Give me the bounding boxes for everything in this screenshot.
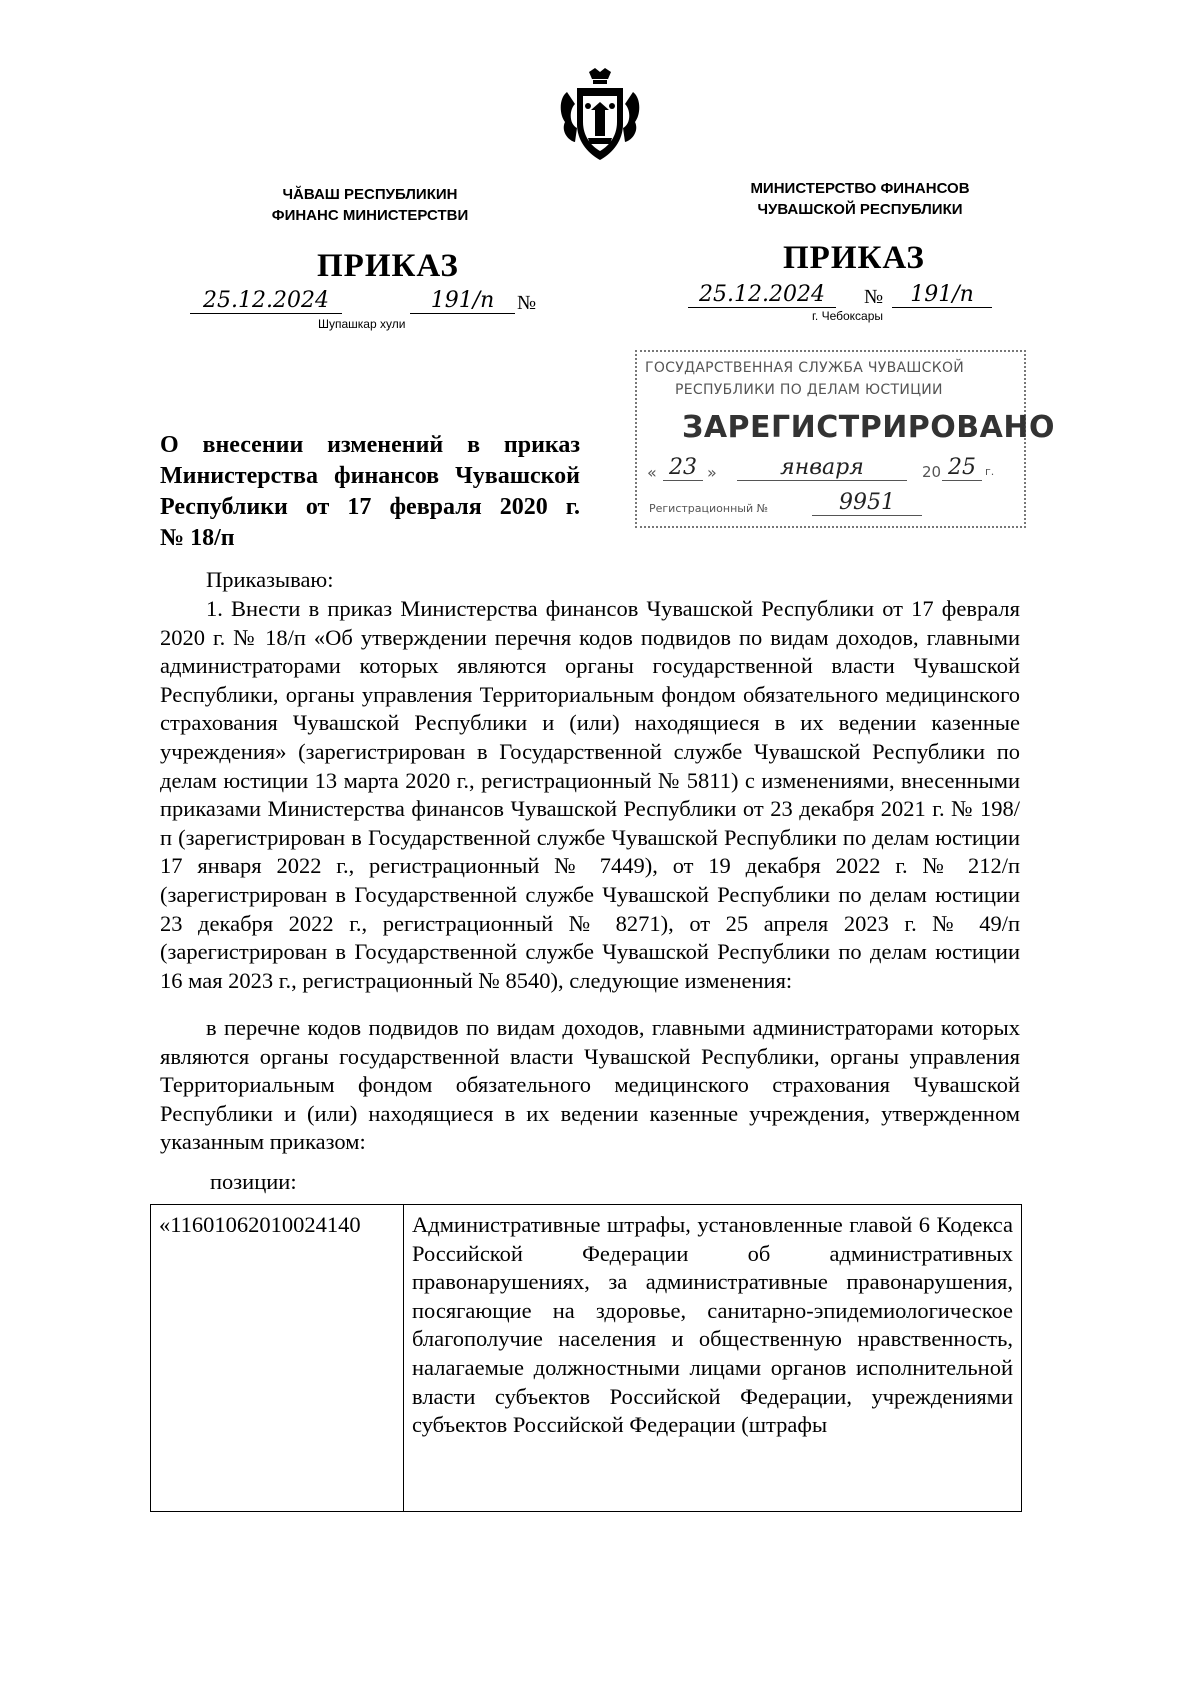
subject-line3: Республики от 17 февраля 2020 г. xyxy=(160,494,580,520)
subject-line2: Министерства финансов Чувашской xyxy=(160,463,580,489)
stamp-year-unit: г. xyxy=(985,465,995,478)
stamp-reg-number: 9951 xyxy=(812,490,922,516)
stamp-year-prefix: 20 xyxy=(922,463,942,481)
item-1-paragraph: 1. Внести в приказ Министерства финансов Чувашской Республики от 17 февраля 2020 г. № 18/п «Об утверждении перечня кодов подвидов по видам доходов, главными администраторами которых являются органы государственной власти Чувашской Республики, органы управления Территориальным фондом обязательного медицинского страхования Чувашской Республики и (или) находящиеся в их ведении казенные учреждения» (зарегистрирован в Государственной службе Чувашской Республики по делам юстиции 13 марта 2020 г., регистрационный № 5811) с изменениями, внесенными приказами Министерства финансов Чувашской Республики от 23 декабря 2021 г. № 198/п (зарегистрирован в Государственной службе Чувашской Республики по делам юстиции 17 января 2022 г., регистрационный № 7449), от 19 декабря 2022 г. № 212/п (зарегистрирован в Государственной службе Чувашской Республики по делам юстиции 23 декабря 2022 г., регистрационный № 8271), от 25 апреля 2023 г. № 49/п (зарегистрирован в Государственной службе Чувашской Республики по делам юстиции 16 мая 2023 г., регистрационный № 8540), следующие изменения: xyxy=(160,596,1020,993)
order-date-left: 25.12.2024 xyxy=(190,288,342,314)
stamp-line2: РЕСПУБЛИКИ ПО ДЕЛАМ ЮСТИЦИИ xyxy=(675,382,943,398)
header-left-line2: ФИНАНС МИНИСТЕРСТВИ xyxy=(271,207,469,224)
stamp-quote-close: » xyxy=(707,463,717,482)
table-row xyxy=(151,1205,1022,1512)
order-title-right: ПРИКАЗ xyxy=(783,240,925,276)
order-number-left: 191/п xyxy=(410,288,515,314)
stamp-line1: ГОСУДАРСТВЕННАЯ СЛУЖБА ЧУВАШСКОЙ xyxy=(645,360,965,376)
header-right-line2: ЧУВАШСКОЙ РЕСПУБЛИКИ xyxy=(757,201,963,218)
registration-stamp xyxy=(635,350,1055,528)
coat-of-arms-icon xyxy=(555,66,645,166)
stamp-reg-label: Регистрационный № xyxy=(649,502,769,515)
order-date-right: 25.12.2024 xyxy=(688,282,836,308)
order-city-right: г. Чебоксары xyxy=(812,309,884,323)
ministry-name-chuvash xyxy=(220,184,520,226)
order-city-left: Шупашкар хули xyxy=(318,317,406,331)
positions-table xyxy=(150,1204,1022,1512)
stamp-day: 23 xyxy=(663,455,703,481)
description-cell: Административные штрафы, установленные главой 6 Кодекса Российской Федерации об административных правонарушениях, за административные правонарушения, посягающие на здоровье, санитарно-эпидемиологическое благополучие населения и общественную нравственность, налагаемые должностными лицами органов исполнительной власти субъектов Российской Федерации, учреждениями субъектов Российской Федерации (штрафы xyxy=(404,1205,1022,1512)
order-number-sign-left: № xyxy=(517,292,537,314)
header-right-line1: МИНИСТЕРСТВО ФИНАНСОВ xyxy=(750,180,970,197)
order-title-left: ПРИКАЗ xyxy=(317,248,459,284)
subject-line1: О внесении изменений в приказ xyxy=(160,432,580,458)
subject-line4: № 18/п xyxy=(160,525,235,551)
stamp-month: января xyxy=(737,455,907,481)
positions-label: позиции: xyxy=(210,1169,297,1194)
order-number-sign-right: № xyxy=(864,286,884,308)
order-subject xyxy=(160,430,580,554)
paragraph-changes: в перечне кодов подвидов по видам доходов, главными администраторами которых являются органы государственной власти Чувашской Республики, органы управления Территориальным фондом обязательного медицинского страхования Чувашской Республики и (или) находящиеся в их ведении казенные учреждения, утвержденном указанным приказом: xyxy=(160,1015,1020,1155)
stamp-quote-open: « xyxy=(647,463,657,482)
order-number-right: 191/п xyxy=(892,282,992,308)
order-word: Приказываю: xyxy=(206,567,334,592)
stamp-title: ЗАРЕГИСТРИРОВАНО xyxy=(682,410,1055,445)
stamp-year-suffix: 25 xyxy=(942,455,982,481)
header-left-line1: ЧӐВАШ РЕСПУБЛИКИН xyxy=(282,186,458,203)
code-cell: «11601062010024140 xyxy=(151,1205,404,1512)
ministry-name-russian xyxy=(700,178,1020,220)
